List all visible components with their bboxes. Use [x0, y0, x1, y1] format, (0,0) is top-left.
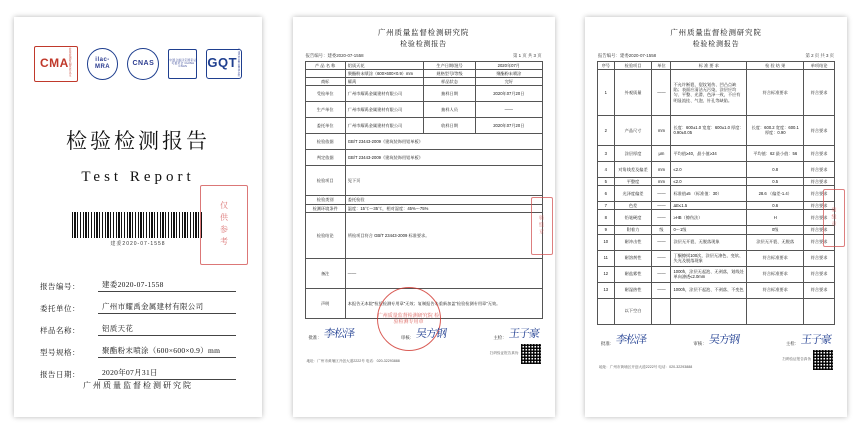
row-label2: 生产日期/批号 — [423, 61, 475, 69]
cell-requirement: 平均值≥40，最小值≥34 — [671, 145, 747, 161]
cell-requirement: 长度：600±1.0 宽度：600±1.0 厚度：0.90±0.05 — [671, 115, 747, 145]
row-value2: 2020年07月20日 — [476, 118, 542, 134]
table-row — [305, 150, 542, 166]
table-row — [598, 177, 835, 185]
col-header-item: 检验项目 — [614, 61, 652, 69]
cell-conclusion: 符合要求 — [804, 250, 835, 266]
row-label: 委托单位 — [305, 118, 345, 134]
cell-unit: mm — [652, 161, 671, 177]
cell-conclusion: 符合要求 — [804, 226, 835, 234]
signature-ink: 吴方钢 — [415, 327, 447, 340]
cell-result: 平均值：62 最小值：56 — [747, 145, 804, 161]
cell-unit: 级 — [652, 226, 671, 234]
row-label: 检验依据 — [305, 134, 345, 150]
cell-result — [747, 298, 804, 324]
cell-conclusion: 符合要求 — [804, 145, 835, 161]
table-row — [598, 69, 835, 115]
signature-ink: 吴方钢 — [707, 333, 740, 346]
row-value: 本报告无本院"检验检测专用章"无效；复制报告未重新加盖"检验检测专用章"无效。 — [345, 288, 542, 318]
cell-result: H — [747, 210, 804, 226]
signature-label: 批准： — [601, 340, 615, 346]
page3-footer-verify-text: 扫码验证报告真伪 — [782, 357, 811, 361]
signature-label: 主检： — [493, 334, 507, 340]
cell-requirement: 1000h，涂层无起泡、无剥落，划线处单向渗透≤2.0mm — [671, 266, 747, 282]
cell-conclusion: 符合要求 — [804, 210, 835, 226]
signature-ink: 王子豪 — [507, 327, 540, 340]
cell-unit: —— — [652, 234, 671, 250]
table-row — [305, 102, 542, 118]
row-label: 生产单位 — [305, 102, 345, 118]
row-value: —— — [345, 258, 542, 288]
cell-result: 符合标准要求 — [747, 69, 804, 115]
page2-footer-address: 地址：广州市黄埔区开创大道2222号 电话：020-32293888 — [306, 358, 400, 363]
cell-no: 4 — [598, 161, 615, 177]
row-label2: 规格型号/等级 — [423, 69, 475, 77]
cell-no: 13 — [598, 282, 615, 298]
signature-label: 主检： — [785, 340, 799, 346]
row-label: 检验结论 — [305, 212, 345, 258]
cell-requirement: 丁酮擦拭100次，涂层无渗色、变软、失光及脱落现象 — [671, 250, 747, 266]
page3-org-name: 广州质量监督检测研究院 — [670, 27, 762, 37]
cma-logo-text: CMA — [40, 55, 69, 70]
cell-conclusion: 符合要求 — [804, 266, 835, 282]
cell-unit: mm — [652, 115, 671, 145]
signature-inspector — [493, 325, 538, 341]
cnas-logo-text: CNAS — [132, 59, 155, 67]
row-label2: 抽样人员 — [423, 102, 475, 118]
row-value: 见下页 — [345, 166, 542, 196]
report-page-2[interactable] — [293, 17, 555, 417]
row-label — [305, 69, 345, 77]
row-label2: 样品状态 — [423, 78, 475, 86]
signature-ink: 李松泽 — [322, 327, 355, 340]
row-value: GB/T 23443-2009《建筑装饰用铝单板》 — [345, 134, 542, 150]
cma-logo — [34, 46, 78, 82]
accreditation-logo-row — [34, 47, 242, 81]
cell-conclusion: 符合要求 — [804, 115, 835, 145]
cell-requirement: ≤2.0 — [671, 177, 747, 185]
col-header-no: 序号 — [598, 61, 615, 69]
page3-results-table — [597, 61, 835, 325]
cell-requirement: ≤2.0 — [671, 161, 747, 177]
table-row — [598, 234, 835, 250]
gqt-logo-text: GQT — [207, 55, 238, 71]
row-label2: 抽样日期 — [423, 86, 475, 102]
signature-inspector — [786, 331, 831, 347]
cell-result: 符合标准要求 — [747, 266, 804, 282]
cell-unit: —— — [652, 210, 671, 226]
cell-result: 长度：600.2 宽度：600.1 厚度：0.90 — [747, 115, 804, 145]
cell-item: 产品尺寸 — [614, 115, 652, 145]
row-label: 检验类别 — [305, 196, 345, 204]
cell-unit: —— — [652, 250, 671, 266]
page3-footer-address: 地址：广州市黄埔区开创大道2222号 电话：020-32293888 — [599, 364, 693, 369]
cell-conclusion: 符合要求 — [804, 234, 835, 250]
col-header-requirement: 标 准 要 求 — [671, 61, 747, 69]
page3-page-number: 第 2 页 共 3 页 — [805, 52, 834, 58]
cell-item: 外观质量 — [614, 69, 652, 115]
cell-no: 3 — [598, 145, 615, 161]
cell-item: 耐冲击性 — [614, 234, 652, 250]
signature-reviewer — [693, 331, 738, 347]
cell-result: 0.6 — [747, 202, 804, 210]
signature-label: 批准： — [308, 334, 322, 340]
cell-requirement: ΔE≤1.5 — [671, 202, 747, 210]
cell-conclusion: 符合要求 — [804, 161, 835, 177]
page2-org-name: 广州质量监督检测研究院 — [377, 27, 470, 37]
field-report-number — [40, 279, 236, 292]
field-model-spec — [40, 345, 236, 358]
cell-requirement: 0～1级 — [671, 226, 747, 234]
cell-conclusion — [804, 298, 835, 324]
table-row — [598, 210, 835, 226]
cell-result: 0级 — [747, 226, 804, 234]
page3-report-number: 报告编号：建委2020-07-1558 — [598, 52, 657, 58]
field-client — [40, 301, 236, 314]
page2-signature-row — [305, 325, 543, 341]
ilac-mra-logo — [87, 48, 119, 80]
row-label: 商标 — [305, 78, 345, 86]
cell-item: 光泽度偏差 — [614, 186, 652, 202]
signature-ink: 李松泽 — [615, 333, 647, 346]
row-label: 判定依据 — [305, 150, 345, 166]
table-row — [305, 78, 542, 86]
gqt-logo-sub: 广州质量监督检测研究院 — [237, 47, 241, 78]
cell-no: 5 — [598, 177, 615, 185]
barcode-image — [72, 212, 204, 238]
report-cover-page[interactable] — [14, 17, 262, 417]
page2-report-number: 报告编号：建委2020-07-1558 — [305, 52, 364, 58]
signature-label: 审核： — [400, 334, 415, 340]
row-value: 广州市耀禹金属建材有限公司 — [345, 86, 423, 102]
row-label: 产 品 名 称 — [305, 61, 345, 69]
cell-item: 以下空白 — [614, 298, 652, 324]
cell-item: 涂层厚度 — [614, 145, 652, 161]
cell-no: 11 — [598, 250, 615, 266]
row-label: 检验项目 — [305, 166, 345, 196]
field-sample-name — [40, 323, 236, 336]
cover-subtitle: Test Report — [81, 168, 195, 185]
barcode-number: 建委2020-07-1558 — [110, 240, 166, 247]
field-label: 报告日期： — [40, 369, 80, 379]
row-label2: 收样日期 — [423, 118, 475, 134]
table-row — [305, 258, 542, 288]
row-value: 聚酯粉末喷涂（600×600×0.9）mm — [345, 69, 423, 77]
table-row — [598, 202, 835, 210]
cnas-logo — [127, 48, 159, 80]
cell-unit: —— — [652, 266, 671, 282]
cover-footer-org: 广州质量监督检测研究院 — [83, 380, 193, 390]
cell-conclusion: 符合要求 — [804, 202, 835, 210]
cell-item: 对角线差及偏差 — [614, 161, 652, 177]
row-value: 广州市耀禹金属建材有限公司 — [345, 102, 423, 118]
cell-result: 符合标准要求 — [747, 250, 804, 266]
table-row — [598, 282, 835, 298]
table-row — [305, 212, 542, 258]
cell-conclusion: 符合要求 — [804, 282, 835, 298]
cell-item: 平整度 — [614, 177, 652, 185]
table-row — [598, 186, 835, 202]
cell-item: 铅笔硬度 — [614, 210, 652, 226]
cell-item: 耐盐雾性 — [614, 266, 652, 282]
col-header-result: 检 验 结 果 — [747, 61, 804, 69]
cma-logo-sub: 检验检测机构资质认定 — [68, 48, 72, 77]
cell-requirement: 不允许断裂、裂纹划伤、凹凸点缺陷；表面应清洁无污染，涂层应均匀、平整、光滑、色泽一致，不应有明显流挂、气泡、针孔等缺陷。 — [671, 69, 747, 115]
cell-no: 7 — [598, 202, 615, 210]
row-value2: 聚酯粉末喷涂 — [476, 69, 542, 77]
table-row — [598, 226, 835, 234]
row-label: 声明 — [305, 288, 345, 318]
row-value: 委托检验 — [345, 196, 542, 204]
cell-item: 附着力 — [614, 226, 652, 234]
cell-unit: —— — [652, 282, 671, 298]
cell-no: 2 — [598, 115, 615, 145]
cell-unit: —— — [652, 202, 671, 210]
table-row — [598, 266, 835, 282]
table-header-row — [598, 61, 835, 69]
cell-unit: μm — [652, 145, 671, 161]
signature-ink: 王子豪 — [800, 333, 832, 346]
signature-label: 审核： — [693, 340, 707, 346]
page3-footer — [597, 350, 835, 370]
cell-result: 28.6 （偏差-1.4） — [747, 186, 804, 202]
china-inspection-logo — [168, 49, 197, 79]
cell-unit: —— — [652, 69, 671, 115]
row-value2: 完好 — [476, 78, 542, 86]
cover-field-list — [40, 279, 236, 380]
row-value2: —— — [476, 102, 542, 118]
table-row — [305, 118, 542, 134]
cell-result: 涂层无开裂、无脱落 — [747, 234, 804, 250]
cell-unit: —— — [652, 186, 671, 202]
table-row — [598, 250, 835, 266]
row-value2: 2020年07月20日 — [476, 86, 542, 102]
cell-no: 6 — [598, 186, 615, 202]
row-value2: 2020年07月 — [476, 61, 542, 69]
cell-requirement — [671, 298, 747, 324]
field-label: 型号规格： — [40, 347, 80, 357]
field-report-date — [40, 367, 236, 380]
row-label: 备注 — [305, 258, 345, 288]
report-page-3[interactable] — [585, 17, 847, 417]
field-value: 建委2020-07-1558 — [98, 279, 236, 292]
page2-meta-row — [305, 53, 543, 59]
cell-requirement: 涂层无开裂、无脱落现象 — [671, 234, 747, 250]
field-label: 样品名称： — [40, 325, 80, 335]
signature-approver — [309, 325, 354, 341]
field-label: 报告编号： — [40, 281, 80, 291]
table-row — [305, 196, 542, 204]
page3-meta-row — [597, 53, 835, 59]
field-value: 聚酯粉末喷涂（600×600×0.9）mm — [98, 345, 236, 358]
row-value: 温度：15℃～35℃，相对湿度：45%～75% — [345, 204, 542, 212]
cell-unit — [652, 298, 671, 324]
table-row — [305, 86, 542, 102]
col-header-unit: 单位 — [652, 61, 671, 69]
table-row — [598, 298, 835, 324]
row-value: 耀禹 — [345, 78, 423, 86]
page3-header — [597, 27, 835, 49]
table-row — [598, 161, 835, 177]
cell-requirement: 1000h，涂层不起泡、不剥落、不变色 — [671, 282, 747, 298]
gqt-logo — [206, 49, 242, 79]
cover-title: 检验检测报告 — [66, 128, 210, 153]
col-header-conclusion: 单项结论 — [804, 61, 835, 69]
page3-signature-row — [597, 331, 835, 347]
table-row — [305, 134, 542, 150]
field-value: 2020年07月31日 — [98, 367, 236, 380]
page2-side-stamp: 骑缝章 — [531, 197, 553, 255]
row-label: 受检单位 — [305, 86, 345, 102]
page2-info-table — [305, 61, 543, 319]
qr-code-icon[interactable] — [521, 344, 541, 364]
cell-no: 10 — [598, 234, 615, 250]
page2-page-number: 第 1 页 共 3 页 — [512, 52, 542, 58]
cell-no: 9 — [598, 226, 615, 234]
page2-report-title: 检验检测报告 — [400, 39, 447, 48]
ilac-mra-logo-text: ilac-MRA — [94, 56, 111, 70]
cell-no — [598, 298, 615, 324]
row-value: GB/T 23443-2009《建筑装饰用铝单板》 — [345, 150, 542, 166]
cell-requirement: 标准值±5 （标准值：30） — [671, 186, 747, 202]
table-row — [598, 145, 835, 161]
cell-result: 符合标准要求 — [747, 282, 804, 298]
field-value: 铝质天花 — [98, 323, 236, 336]
cell-conclusion: 符合要求 — [804, 177, 835, 185]
row-value: 铝质天花 — [345, 61, 423, 69]
cell-item: 耐溶剂性 — [614, 250, 652, 266]
round-stamp-text: 广州质量监督检测研究院 检验检测专用章 — [377, 312, 440, 325]
page2-header — [305, 27, 543, 49]
table-row — [598, 115, 835, 145]
cell-no: 8 — [598, 210, 615, 226]
cover-side-stamp: 仅供参考 — [200, 185, 248, 265]
row-value: 所检项目符合 GB/T 23443-2009 标准要求。 — [345, 212, 542, 258]
china-inspection-logo-text: 中国合格评定国家认可委员会 CHINA CNAS — [169, 57, 197, 69]
cell-item: 耐湿热性 — [614, 282, 652, 298]
cell-result: 0.5 — [747, 177, 804, 185]
row-value: 广州市耀禹金属建材有限公司 — [345, 118, 423, 134]
cell-requirement: ≥HB（擦伤法） — [671, 210, 747, 226]
cell-unit: mm — [652, 177, 671, 185]
cell-item: 色差 — [614, 202, 652, 210]
cell-result: 0.8 — [747, 161, 804, 177]
signature-approver — [601, 331, 646, 347]
cell-conclusion: 符合要求 — [804, 69, 835, 115]
field-value: 广州市耀禹金属建材有限公司 — [98, 301, 236, 314]
table-row — [305, 166, 542, 196]
row-label: 检测环境条件 — [305, 204, 345, 212]
page2-footer-verify-text: 扫码验证报告真伪 — [489, 351, 519, 356]
qr-code-icon[interactable] — [813, 350, 833, 370]
table-row — [305, 61, 542, 69]
page3-report-title: 检验检测报告 — [692, 39, 740, 48]
page3-side-stamp: 骑缝章 — [823, 189, 845, 247]
cell-conclusion: 符合要求 — [804, 186, 835, 202]
table-row — [305, 204, 542, 212]
cell-no: 12 — [598, 266, 615, 282]
table-row — [305, 69, 542, 77]
cell-no: 1 — [598, 69, 615, 115]
field-label: 委托单位： — [40, 303, 80, 313]
